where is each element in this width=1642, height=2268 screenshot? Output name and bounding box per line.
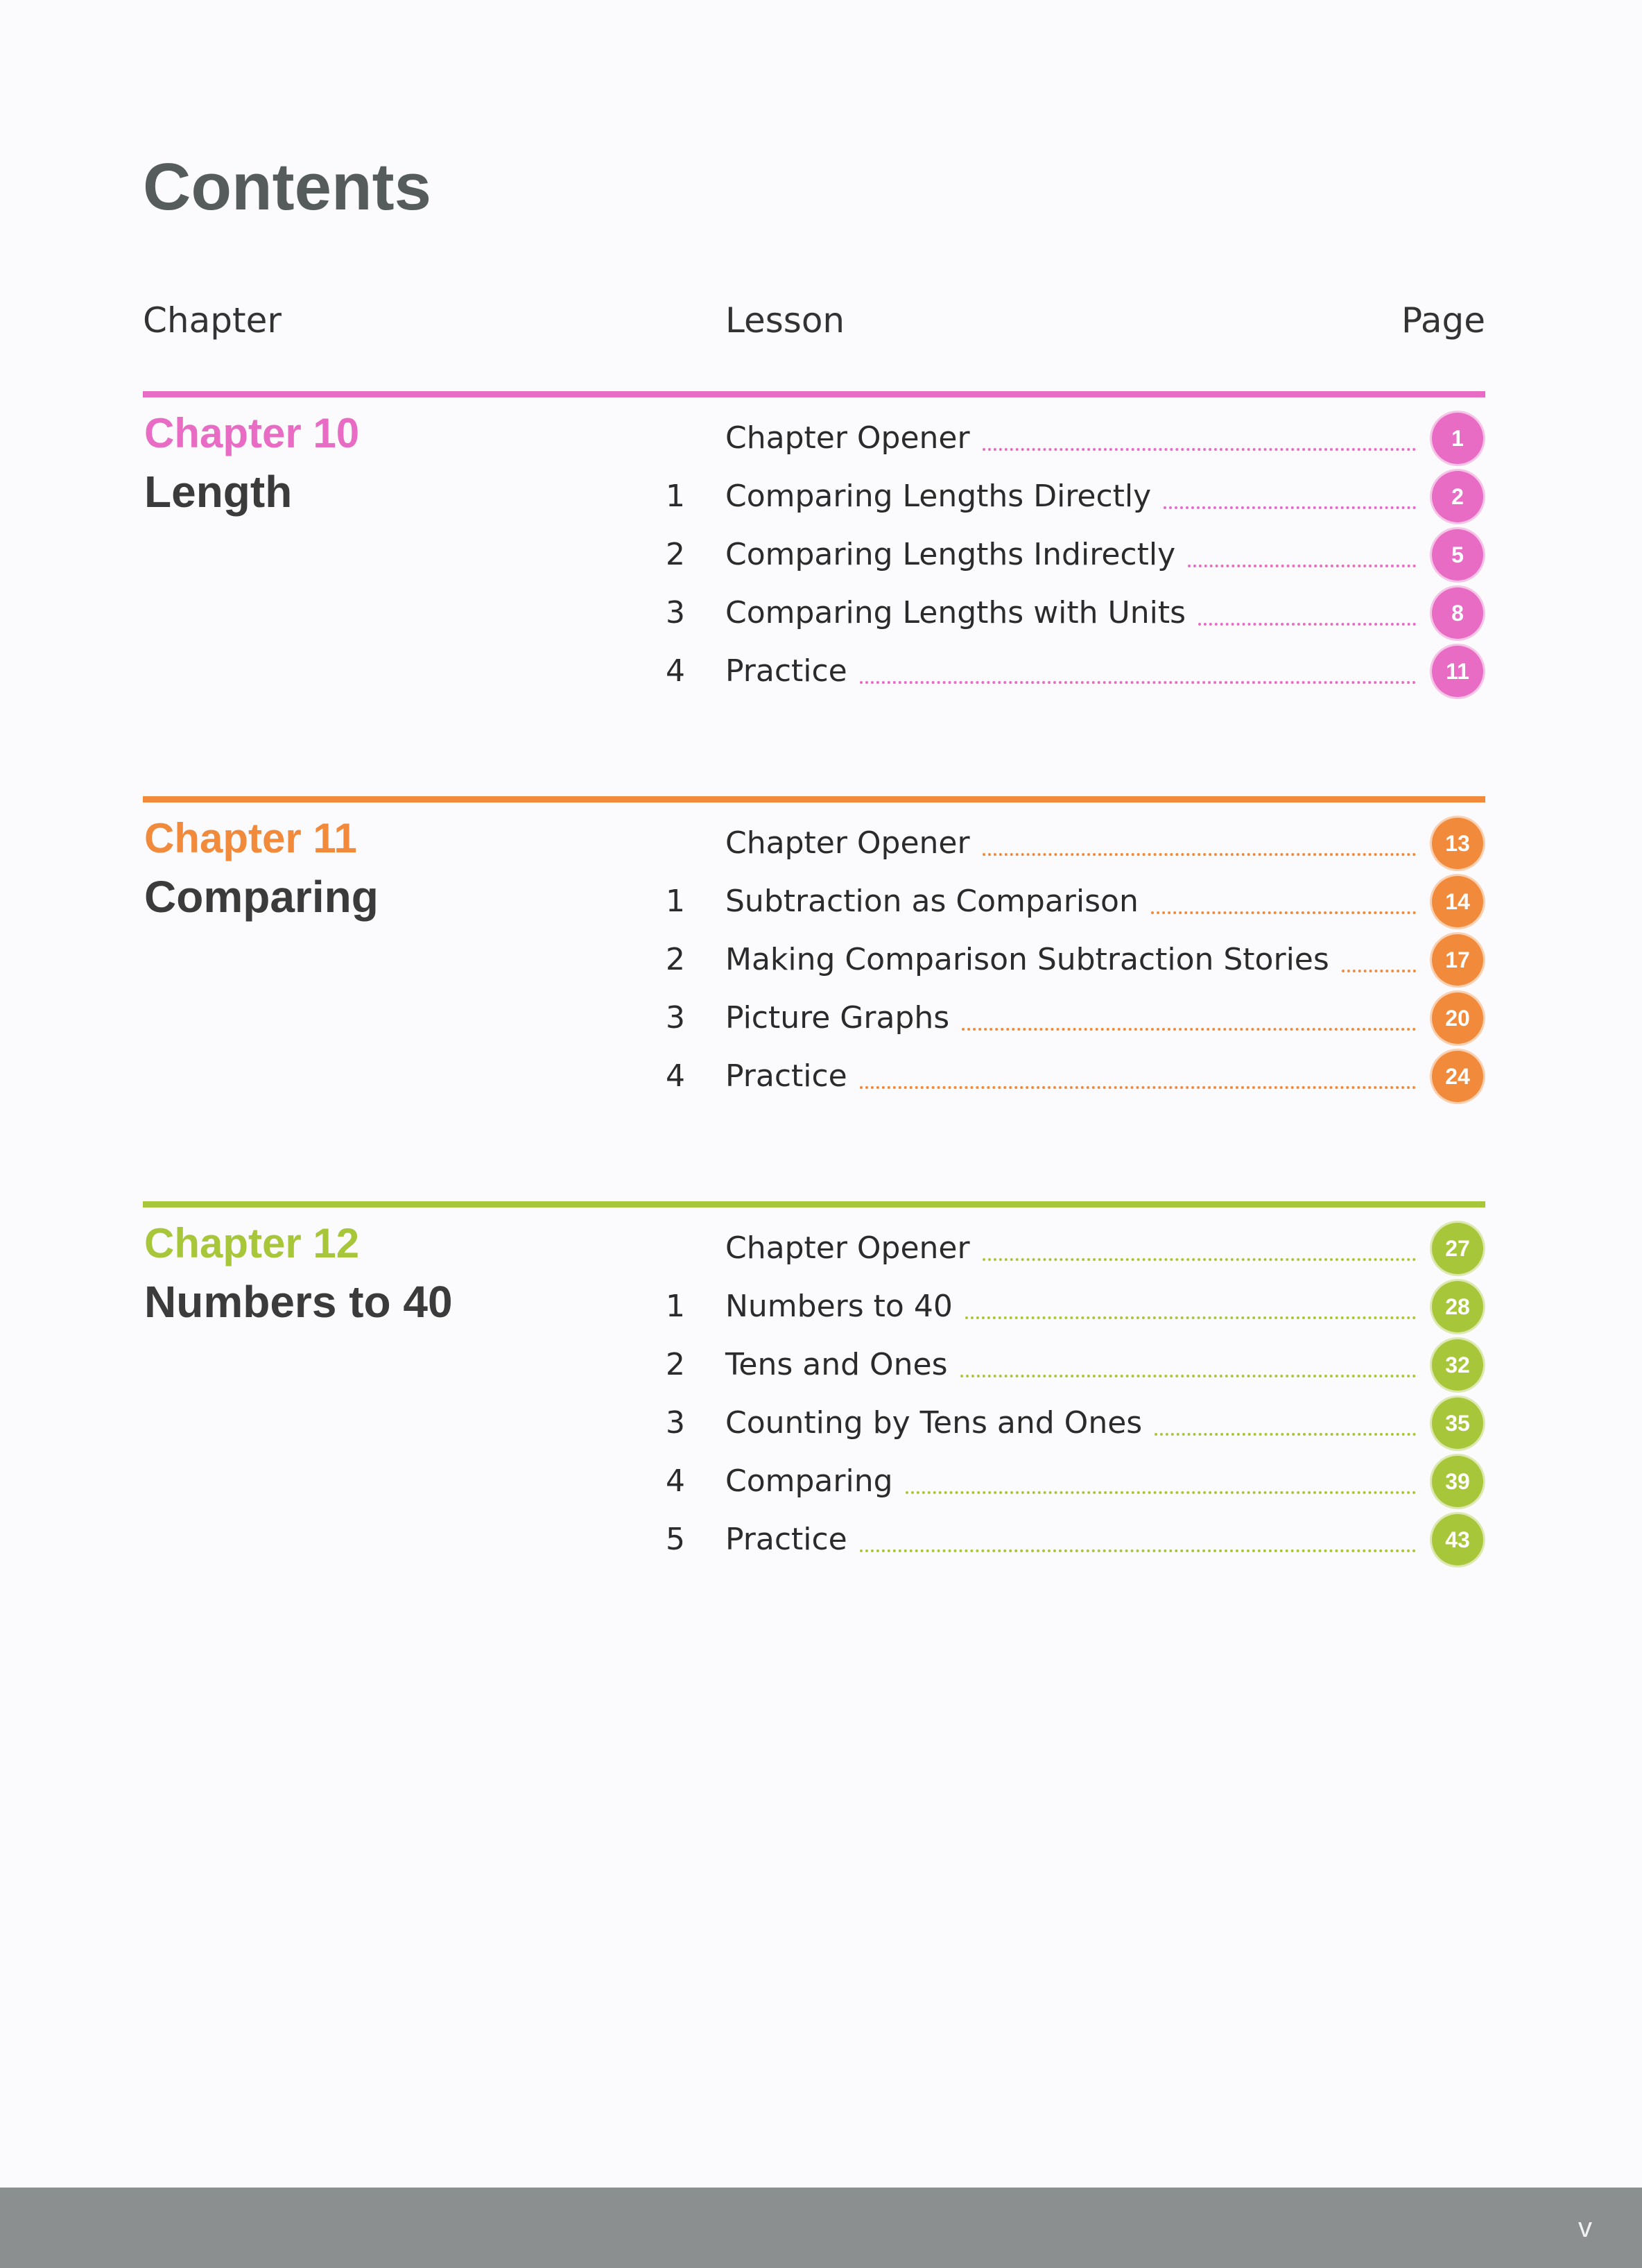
lesson-entry (725, 535, 1416, 574)
chapter-section (143, 796, 1485, 1185)
lesson-row[interactable] (143, 1057, 1485, 1115)
leader-dots (860, 1086, 1416, 1089)
lesson-row[interactable] (143, 535, 1485, 594)
lesson-number: 3 (666, 595, 685, 630)
lesson-row[interactable] (143, 1520, 1485, 1579)
lesson-name: Practice (725, 653, 847, 689)
page-number-badge[interactable]: 2 (1430, 469, 1485, 524)
lesson-number: 2 (666, 537, 685, 572)
lesson-row[interactable] (143, 940, 1485, 999)
lesson-name: Chapter Opener (725, 825, 970, 861)
lesson-entry (725, 882, 1416, 921)
chapter-section (143, 1201, 1485, 1590)
page-title: Contents (143, 150, 431, 224)
lesson-name: Numbers to 40 (725, 1289, 953, 1324)
lesson-number: 4 (666, 1058, 685, 1094)
lesson-entry (725, 1057, 1416, 1096)
lesson-number: 2 (666, 942, 685, 977)
leader-dots (1164, 506, 1416, 509)
lesson-entry (725, 652, 1416, 691)
lesson-number: 1 (666, 884, 685, 919)
chapter-number: Chapter 10 (144, 410, 360, 456)
chapter-number: Chapter 12 (144, 1220, 360, 1266)
lesson-column-header: Lesson (725, 300, 845, 341)
lesson-entry (725, 1346, 1416, 1384)
chapter-section (143, 391, 1485, 780)
lesson-row[interactable] (143, 882, 1485, 940)
leader-dots (1151, 911, 1416, 914)
lesson-row[interactable] (143, 999, 1485, 1057)
lesson-row[interactable] (143, 1462, 1485, 1520)
lesson-entry (725, 1287, 1416, 1326)
page-number-badge[interactable]: 28 (1430, 1279, 1485, 1334)
page-number-badge[interactable]: 39 (1430, 1454, 1485, 1509)
page-number-badge[interactable]: 43 (1430, 1512, 1485, 1567)
lesson-number: 4 (666, 653, 685, 689)
lesson-row[interactable] (143, 594, 1485, 652)
lesson-row[interactable] (143, 419, 1485, 477)
page-number-badge[interactable]: 11 (1430, 644, 1485, 699)
lesson-row[interactable] (143, 824, 1485, 882)
lesson-name: Tens and Ones (725, 1347, 948, 1382)
page-number: v (1578, 2213, 1592, 2243)
chapter-number: Chapter 11 (144, 815, 357, 861)
lesson-row[interactable] (143, 1229, 1485, 1287)
lesson-name: Comparing Lengths Indirectly (725, 537, 1176, 572)
footer-bar (0, 2188, 1642, 2268)
lesson-row[interactable] (143, 1404, 1485, 1462)
chapter-divider (143, 1201, 1485, 1208)
leader-dots (960, 1375, 1416, 1377)
lesson-entry (725, 419, 1416, 458)
leader-dots (1198, 623, 1416, 626)
lesson-name: Comparing Lengths with Units (725, 595, 1186, 630)
chapter-column-header: Chapter (143, 300, 282, 341)
chapter-divider (143, 391, 1485, 397)
lesson-entry (725, 1520, 1416, 1559)
lesson-list (143, 1229, 1485, 1579)
chapter-title: Numbers to 40 (144, 1277, 453, 1327)
chapter-divider (143, 796, 1485, 802)
lesson-entry (725, 999, 1416, 1038)
lesson-list (143, 824, 1485, 1115)
lesson-entry (725, 594, 1416, 633)
lesson-name: Picture Graphs (725, 1000, 950, 1036)
lesson-entry (725, 1404, 1416, 1443)
lesson-entry (725, 824, 1416, 863)
page-number-badge[interactable]: 1 (1430, 411, 1485, 466)
lesson-name: Making Comparison Subtraction Stories (725, 942, 1329, 977)
leader-dots (1188, 565, 1416, 567)
lesson-number: 3 (666, 1000, 685, 1036)
lesson-number: 4 (666, 1463, 685, 1499)
chapter-title: Comparing (144, 872, 379, 922)
leader-dots (860, 681, 1416, 684)
page-number-badge[interactable]: 27 (1430, 1221, 1485, 1276)
lesson-name: Practice (725, 1522, 847, 1557)
lesson-name: Chapter Opener (725, 420, 970, 456)
leader-dots (1342, 970, 1416, 972)
page-number-badge[interactable]: 35 (1430, 1395, 1485, 1451)
page-number-badge[interactable]: 24 (1430, 1049, 1485, 1104)
page-column-header: Page (1401, 300, 1485, 341)
lesson-row[interactable] (143, 652, 1485, 710)
lesson-row[interactable] (143, 1346, 1485, 1404)
lesson-number: 2 (666, 1347, 685, 1382)
lesson-name: Comparing (725, 1463, 893, 1499)
lesson-number: 1 (666, 479, 685, 514)
leader-dots (983, 1258, 1416, 1261)
chapter-title: Length (144, 467, 293, 517)
leader-dots (983, 853, 1416, 856)
lesson-name: Counting by Tens and Ones (725, 1405, 1143, 1441)
lesson-entry (725, 1229, 1416, 1268)
lesson-entry (725, 1462, 1416, 1501)
page-number-badge[interactable]: 13 (1430, 816, 1485, 871)
lesson-name: Comparing Lengths Directly (725, 479, 1152, 514)
page-number-badge[interactable]: 8 (1430, 585, 1485, 641)
lesson-number: 1 (666, 1289, 685, 1324)
lesson-name: Subtraction as Comparison (725, 884, 1139, 919)
lesson-entry (725, 940, 1416, 979)
lesson-number: 5 (666, 1522, 685, 1557)
leader-dots (860, 1549, 1416, 1552)
page-number-badge[interactable]: 5 (1430, 527, 1485, 583)
leader-dots (983, 448, 1416, 451)
leader-dots (965, 1316, 1416, 1319)
lesson-number: 3 (666, 1405, 685, 1441)
page-number-badge[interactable]: 14 (1430, 874, 1485, 929)
lesson-name: Practice (725, 1058, 847, 1094)
lesson-list (143, 419, 1485, 710)
lesson-name: Chapter Opener (725, 1230, 970, 1266)
lesson-row[interactable] (143, 1287, 1485, 1346)
leader-dots (1155, 1433, 1416, 1436)
lesson-row[interactable] (143, 477, 1485, 535)
leader-dots (962, 1028, 1416, 1031)
page-number-badge[interactable]: 32 (1430, 1337, 1485, 1393)
lesson-entry (725, 477, 1416, 516)
page-number-badge[interactable]: 17 (1430, 932, 1485, 988)
leader-dots (906, 1491, 1416, 1494)
page-number-badge[interactable]: 20 (1430, 990, 1485, 1046)
